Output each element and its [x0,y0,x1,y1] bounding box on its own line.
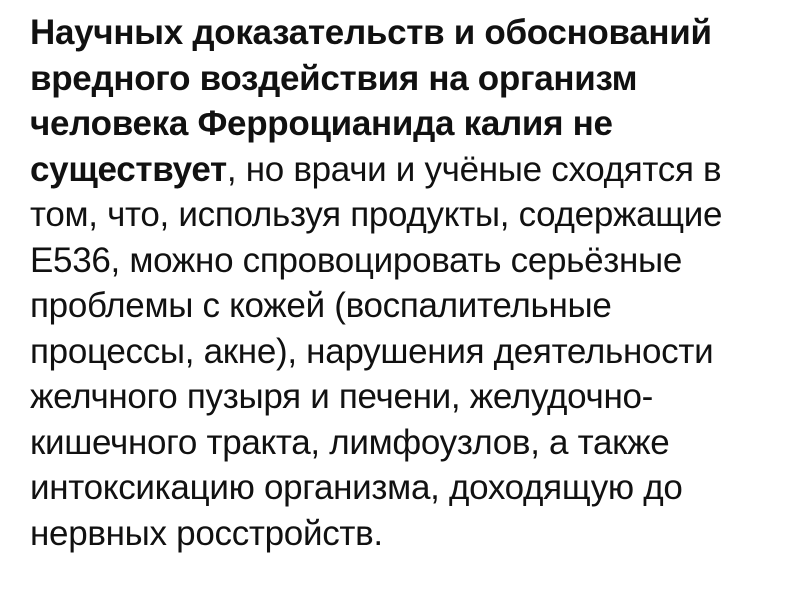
bold-text-segment: Научных доказательств и обоснований [30,13,712,52]
text-line [30,283,772,329]
text-line [30,374,772,420]
text-line [30,465,772,511]
bold-text-segment: существует [30,149,227,189]
text-line [30,10,772,56]
text-line [30,147,772,193]
text-segment: нервных росстройств. [30,513,383,553]
text-segment: кишечного тракта, лимфоузлов, а также [30,422,670,462]
text-segment: том, что, используя продукты, содержащие [30,195,723,234]
text-line [30,238,772,284]
text-segment: , но врачи и учёные сходятся в [226,149,722,189]
text-line [30,101,772,147]
text-segment: Е536, можно спровоцировать серьёзные [30,240,683,280]
text-segment: желчного пузыря и печени, желудочно- [30,377,654,416]
text-segment: интоксикацию организма, доходящую до [30,468,683,507]
text-line [30,420,772,466]
text-segment: проблемы с кожей (воспалительные [30,286,612,325]
article-lines [30,10,772,556]
text-line [30,56,772,102]
bold-text-segment: человека Ферроцианида калия не [30,104,613,143]
text-segment: процессы, акне), нарушения деятельности [30,331,714,371]
bold-text-segment: вредного воздействия на организм [30,58,638,98]
text-line [30,511,772,557]
text-line [30,329,772,375]
text-line [30,192,772,238]
